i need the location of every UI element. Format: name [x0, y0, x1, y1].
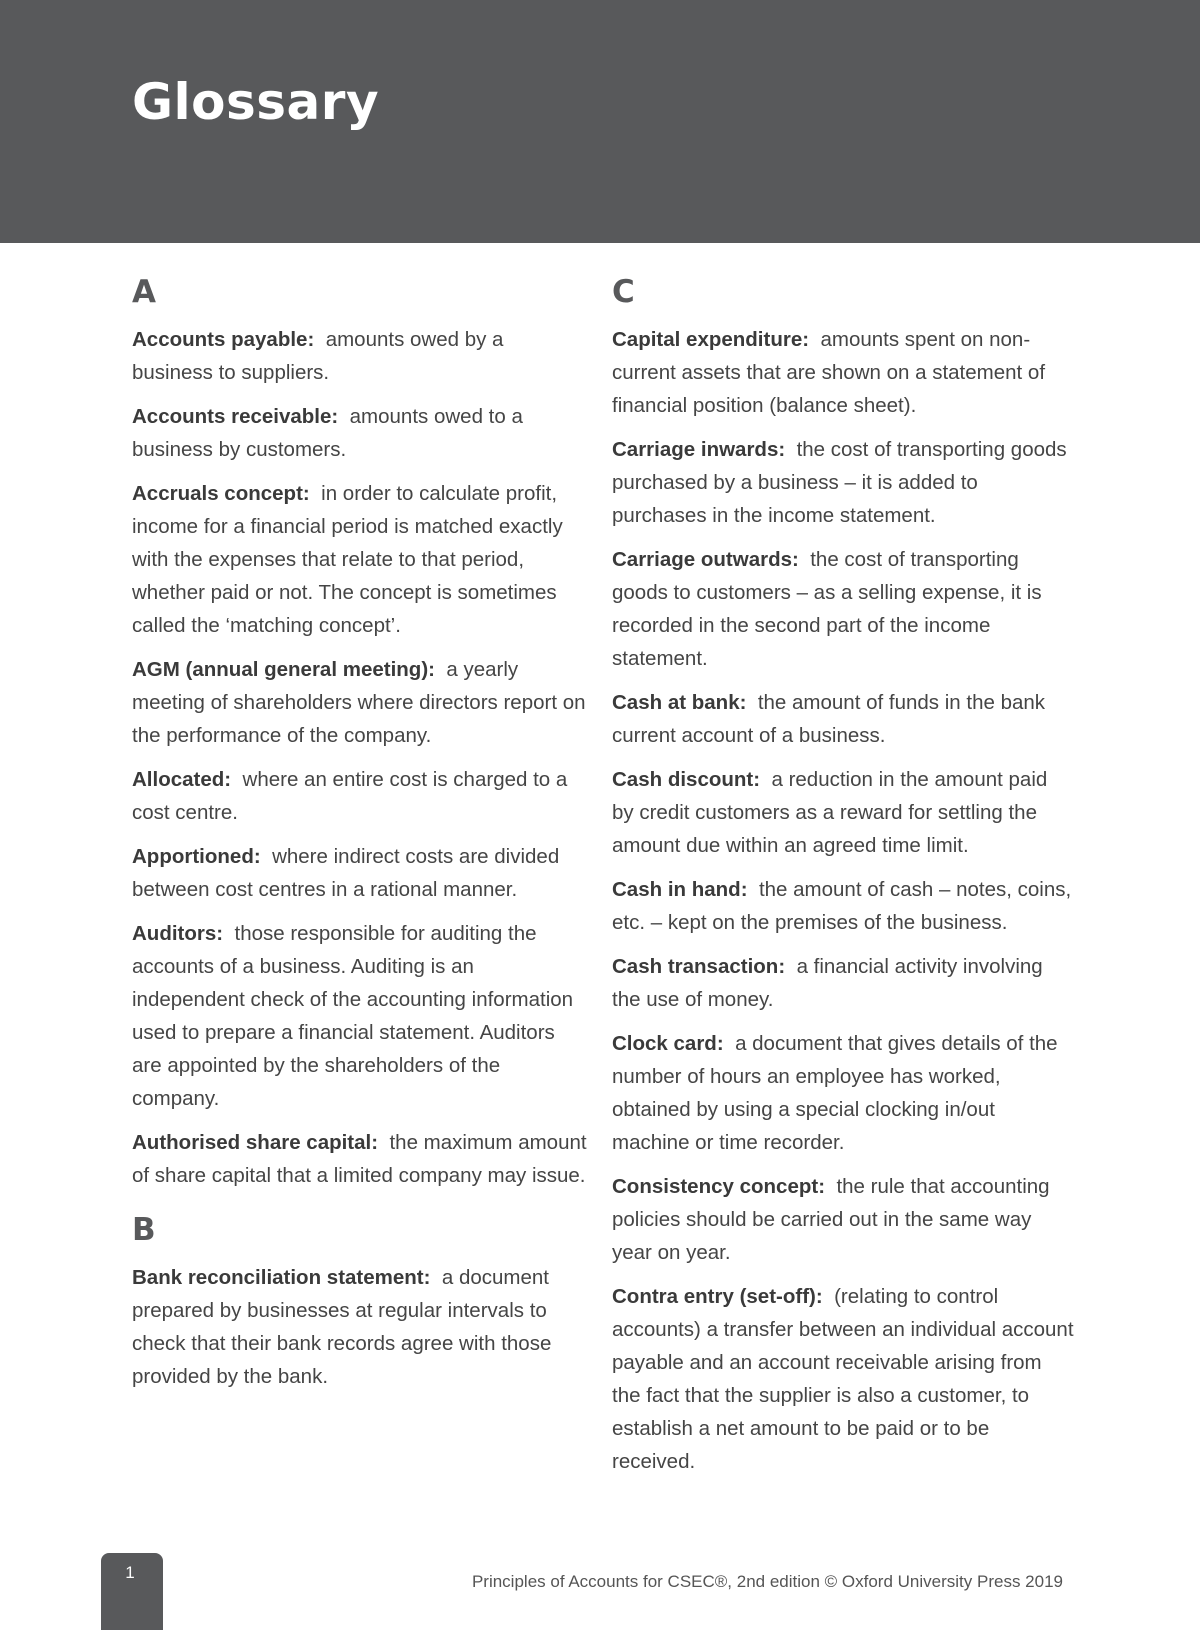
glossary-term: Bank reconciliation statement: — [132, 1266, 431, 1289]
glossary-entry — [132, 840, 588, 906]
glossary-definition: the amount of cash – notes, coins, etc. – kept on the premises of the business. — [612, 878, 1072, 934]
glossary-entry — [612, 543, 1074, 675]
glossary-entry — [132, 1126, 588, 1192]
glossary-term: Carriage inwards: — [612, 438, 786, 461]
page-number-tab — [101, 1553, 163, 1630]
page-number: 1 — [125, 1563, 135, 1582]
glossary-entry — [612, 1170, 1074, 1269]
glossary-term: Allocated: — [132, 768, 232, 791]
footer-credit: Principles of Accounts for CSEC®, 2nd edition © Oxford University Press 2019 — [471, 1572, 1063, 1591]
page-header — [0, 0, 1200, 243]
glossary-term: Apportioned: — [132, 845, 261, 868]
glossary-definition: a reduction in the amount paid by credit customers as a reward for settling the amount due within an agreed time limit. — [612, 768, 1048, 857]
glossary-term: Auditors: — [132, 922, 224, 945]
glossary-entry — [132, 763, 588, 829]
glossary-term: Cash discount: — [612, 768, 761, 791]
glossary-definition: a document prepared by businesses at regular intervals to check that their bank records agree with those provided by the bank. — [132, 1266, 552, 1388]
section-letter-c: C — [612, 274, 635, 310]
glossary-term: Cash in hand: — [612, 878, 748, 901]
glossary-term: Capital expenditure: — [612, 328, 810, 351]
glossary-definition: a document that gives details of the number of hours an employee has worked, obtained by using a special clocking in/out machine or time recorder. — [612, 1032, 1058, 1154]
glossary-term: Carriage outwards: — [612, 548, 799, 571]
glossary-entry — [132, 323, 588, 389]
glossary-term: Contra entry (set-off): — [612, 1285, 823, 1308]
glossary-entry — [612, 763, 1074, 862]
left-column — [132, 266, 588, 1404]
glossary-entry — [612, 1280, 1074, 1478]
glossary-entry — [612, 1027, 1074, 1159]
glossary-definition: those responsible for auditing the accounts of a business. Auditing is an independent check of the accounting information used to prepare a financial statement. Auditors are appointed by the shareholders of the company. — [132, 922, 574, 1110]
glossary-term: Clock card: — [612, 1032, 724, 1055]
glossary-entry — [132, 400, 588, 466]
page-title: Glossary — [132, 73, 380, 131]
glossary-term: Accruals concept: — [132, 482, 310, 505]
glossary-definition: the amount of funds in the bank current account of a business. — [612, 691, 1046, 747]
glossary-definition: a financial activity involving the use of money. — [612, 955, 1043, 1011]
glossary-definition: amounts spent on non-current assets that are shown on a statement of financial position (balance sheet). — [612, 328, 1046, 417]
glossary-definition: the cost of transporting goods purchased by a business – it is added to purchases in the income statement. — [612, 438, 1067, 527]
right-column — [612, 266, 1074, 1489]
glossary-entry — [132, 477, 588, 642]
section-letter-b: B — [132, 1212, 156, 1248]
glossary-entry — [612, 433, 1074, 532]
glossary-term: Accounts receivable: — [132, 405, 339, 428]
glossary-term: AGM (annual general meeting): — [132, 658, 435, 681]
glossary-definition: a yearly meeting of shareholders where directors report on the performance of the company. — [132, 658, 586, 747]
glossary-entry — [132, 1261, 588, 1393]
glossary-term: Cash at bank: — [612, 691, 747, 714]
glossary-definition: in order to calculate profit, income for a financial period is matched exactly with the expenses that relate to that period, whether paid or not. The concept is sometimes called the ‘matching concept’. — [132, 482, 563, 637]
glossary-entry — [612, 950, 1074, 1016]
glossary-definition: the rule that accounting policies should be carried out in the same way year on year. — [612, 1175, 1050, 1264]
glossary-definition: the maximum amount of share capital that a limited company may issue. — [132, 1131, 587, 1187]
glossary-entry — [132, 917, 588, 1115]
section-letter-a: A — [132, 274, 156, 310]
glossary-definition: amounts owed to a business by customers. — [132, 405, 523, 461]
glossary-term: Consistency concept: — [612, 1175, 826, 1198]
glossary-entry — [612, 323, 1074, 422]
glossary-term: Cash transaction: — [612, 955, 786, 978]
glossary-entry — [612, 873, 1074, 939]
glossary-term: Authorised share capital: — [132, 1131, 379, 1154]
glossary-entry — [132, 653, 588, 752]
glossary-definition: (relating to control accounts) a transfer between an individual account payable and an account receivable arising from the fact that the supplier is also a customer, to establish a net amount to be paid or to be received. — [612, 1285, 1074, 1473]
glossary-entry — [612, 686, 1074, 752]
glossary-definition: where indirect costs are divided between cost centres in a rational manner. — [132, 845, 560, 901]
glossary-definition: amounts owed by a business to suppliers. — [132, 328, 504, 384]
glossary-definition: the cost of transporting goods to customers – as a selling expense, it is recorded in the second part of the income statement. — [612, 548, 1042, 670]
glossary-definition: where an entire cost is charged to a cost centre. — [132, 768, 568, 824]
glossary-term: Accounts payable: — [132, 328, 315, 351]
